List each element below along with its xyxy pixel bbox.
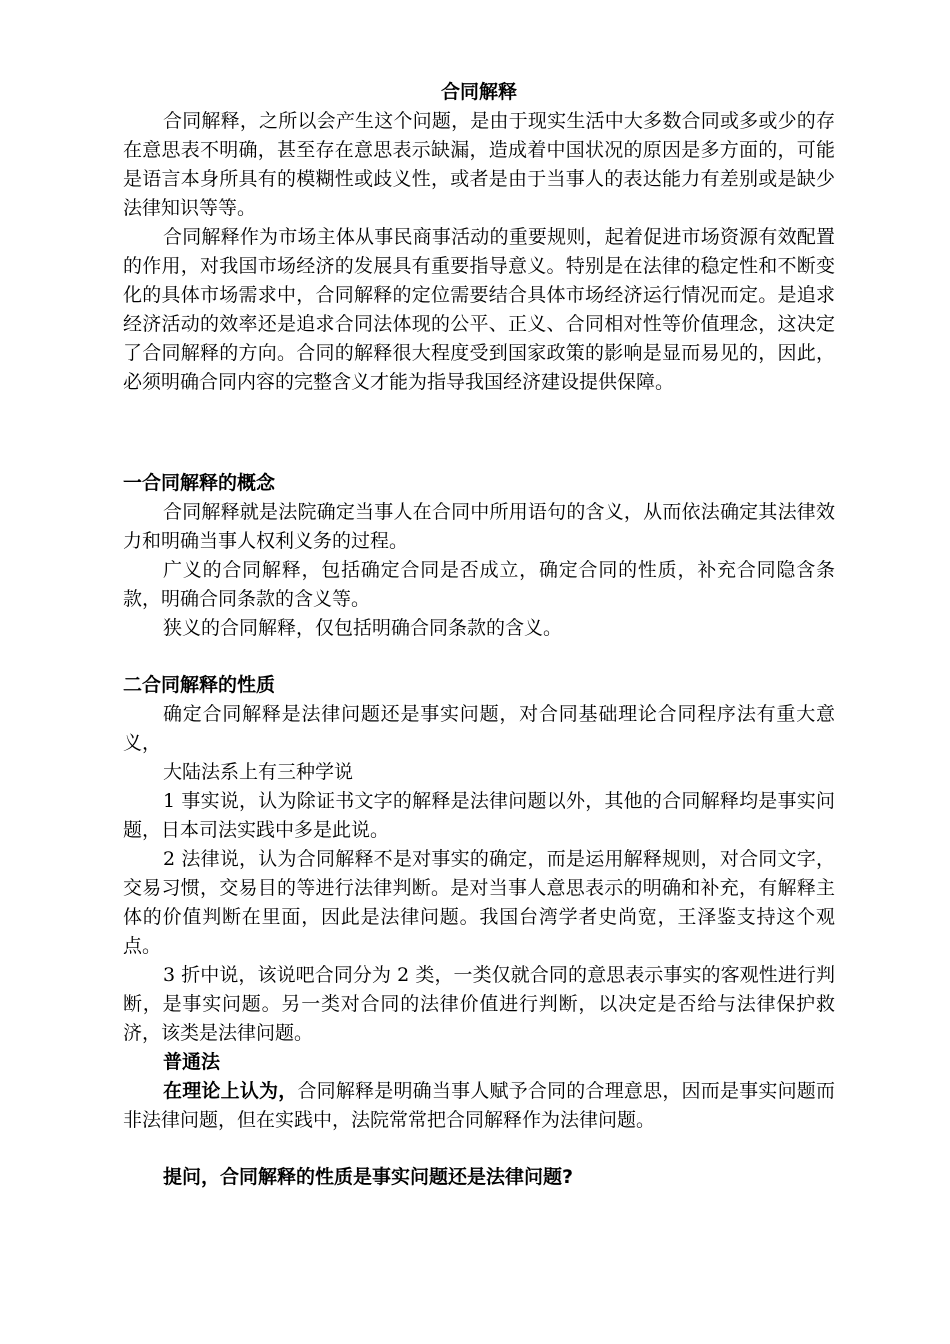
spacer — [123, 1135, 835, 1163]
section-2-paragraph-1: 确定合同解释是法律问题还是事实问题，对合同基础理论合同程序法有重大意义， — [123, 703, 835, 754]
section-2-heading: 二合同解释的性质 — [123, 674, 276, 696]
fact-theory-paragraph: 1 事实说，认为除证书文字的解释是法律问题以外，其他的合同解释均是事实问题，日本司法实践中多是此说。 — [123, 790, 835, 841]
common-law-text: 合同解释是明确当事人赋予合同的合理意思，因而是事实问题而非法律问题，但在实践中，法院常常把合同解释作为法律问题。 — [123, 1080, 835, 1131]
common-law-lead: 在理论上认为， — [163, 1080, 298, 1102]
document-title: 合同解释 — [440, 81, 517, 103]
spacer — [123, 397, 835, 469]
section-2-paragraph-2: 大陆法系上有三种学说 — [163, 761, 354, 783]
section-1-paragraph-3: 狭义的合同解释，仅包括明确合同条款的含义。 — [163, 617, 563, 639]
spacer — [123, 643, 835, 671]
intro-paragraph-1: 合同解释，之所以会产生这个问题，是由于现实生活中大多数合同或多或少的存在意思表不明确，甚至存在意思表示缺漏，造成着中国状况的原因是多方面的，可能是语言本身所具有的模糊性或歧义性，或者是由于当事人的表达能力有差别或是缺少法律知识等等。 — [123, 110, 835, 219]
section-1-paragraph-2: 广义的合同解释，包括确定合同是否成立，确定合同的性质，补充合同隐含条款，明确合同条款的含义等。 — [123, 559, 835, 610]
common-law-paragraph — [123, 1077, 835, 1135]
common-law-heading: 普通法 — [163, 1051, 221, 1073]
section-1-paragraph-1: 合同解释就是法院确定当事人在合同中所用语句的含义，从而依法确定其法律效力和明确当事人权利义务的过程。 — [123, 501, 835, 552]
compromise-theory-paragraph: 3 折中说，该说吧合同分为 2 类，一类仅就合同的意思表示事实的客观性进行判断，是事实问题。另一类对合同的法律价值进行判断，以决定是否给与法律保护救济，该类是法律问题。 — [123, 964, 835, 1044]
question-line: 提问，合同解释的性质是事实问题还是法律问题? — [163, 1166, 574, 1188]
document-page — [123, 78, 835, 1192]
intro-paragraph-2: 合同解释作为市场主体从事民商事活动的重要规则，起着促进市场资源有效配置的作用，对我国市场经济的发展具有重要指导意义。特别是在法律的稳定性和不断变化的具体市场需求中，合同解释的定位需要结合具体市场经济运行情况而定。是追求经济活动的效率还是追求合同法体现的公平、正义、合同相对性等价值理念，这决定了合同解释的方向。合同的解释很大程度受到国家政策的影响是显而易见的，因此，必须明确合同内容的完整含义才能为指导我国经济建设提供保障。 — [123, 226, 835, 393]
law-theory-paragraph: 2 法律说，认为合同解释不是对事实的确定，而是运用解释规则，对合同文字，交易习惯，交易目的等进行法律判断。是对当事人意思表示的明确和补充，有解释主体的价值判断在里面，因此是法律问题。我国台湾学者史尚宽，王泽鉴支持这个观点。 — [123, 848, 835, 957]
section-1-heading: 一合同解释的概念 — [123, 472, 276, 494]
